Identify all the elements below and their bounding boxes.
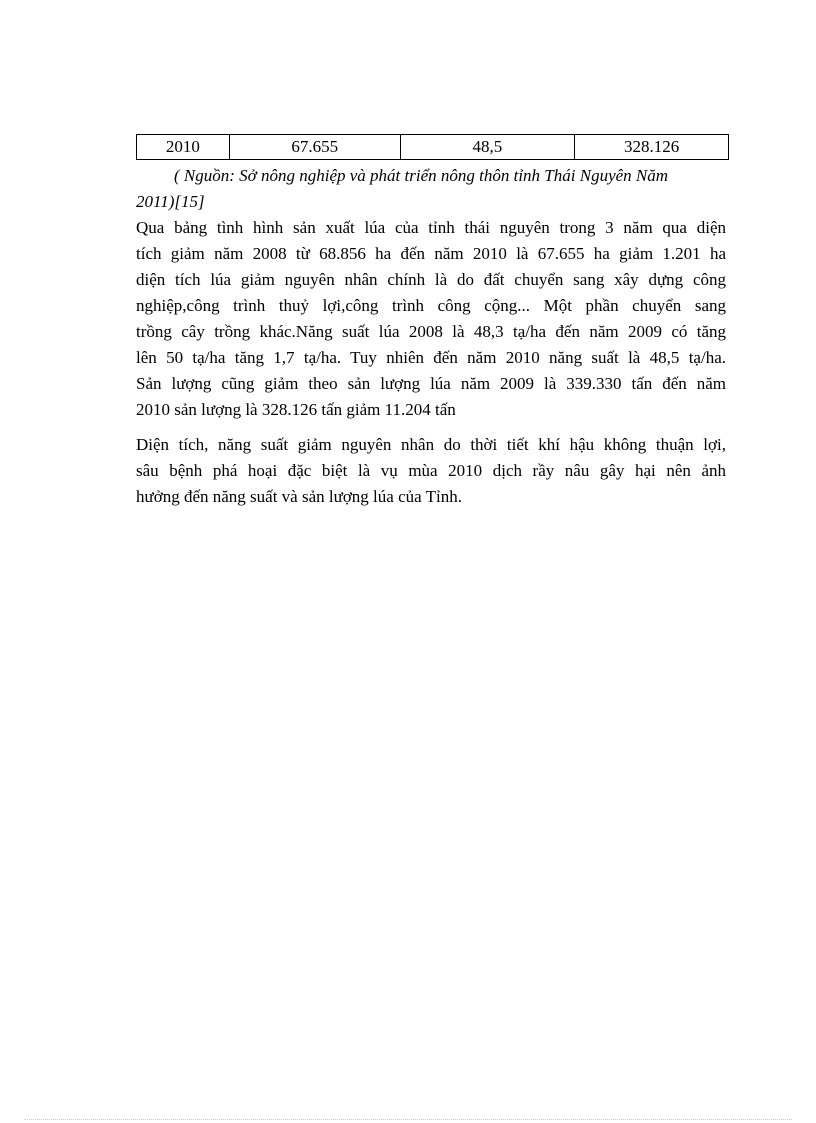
paragraph-line: tích giảm năm 2008 từ 68.856 ha đến năm 2010 là 67.655 ha giảm 1.201 ha bbox=[136, 244, 726, 263]
paragraph-line: Qua bảng tình hình sản xuất lúa của tỉnh thái nguyên trong 3 năm qua diện bbox=[136, 218, 726, 237]
cell-year: 2010 bbox=[137, 135, 230, 160]
cell-area: 67.655 bbox=[229, 135, 400, 160]
source-line-2: 2011)[15] bbox=[136, 192, 205, 211]
paragraph-line: sâu bệnh phá hoại đặc biệt là vụ mùa 2010 dịch rầy nâu gây hại nên ảnh bbox=[136, 461, 726, 480]
paragraph-line: diện tích lúa giảm nguyên nhân chính là do đất chuyển sang xây dựng công bbox=[136, 270, 726, 289]
analysis-paragraph bbox=[136, 215, 726, 423]
table-source-note bbox=[136, 163, 736, 215]
paragraph-line: 2010 sản lượng là 328.126 tấn giảm 11.204 tấn bbox=[136, 400, 456, 419]
paragraph-line: lên 50 tạ/ha tăng 1,7 tạ/ha. Tuy nhiên đến năm 2010 năng suất là 48,5 tạ/ha. bbox=[136, 348, 726, 367]
paragraph-line: nghiệp,công trình thuỷ lợi,công trình công cộng... Một phần chuyển sang bbox=[136, 296, 726, 315]
cell-output: 328.126 bbox=[575, 135, 729, 160]
cause-paragraph bbox=[136, 432, 726, 510]
rice-production-table bbox=[136, 134, 729, 160]
paragraph-line: Sản lượng cũng giảm theo sản lượng lúa năm 2009 là 339.330 tấn đến năm bbox=[136, 374, 726, 393]
table-row bbox=[137, 135, 729, 160]
cell-yield: 48,5 bbox=[400, 135, 575, 160]
source-line-1: ( Nguồn: Sở nông nghiệp và phát triển nông thôn tỉnh Thái Nguyên Năm bbox=[174, 166, 669, 185]
paragraph-line: trồng cây trồng khác.Năng suất lúa 2008 là 48,3 tạ/ha đến năm 2009 có tăng bbox=[136, 322, 726, 341]
page-bottom-divider bbox=[24, 1119, 792, 1120]
paragraph-line: Diện tích, năng suất giảm nguyên nhân do thời tiết khí hậu không thuận lợi, bbox=[136, 435, 726, 454]
paragraph-line: hưởng đến năng suất và sản lượng lúa của Tỉnh. bbox=[136, 487, 462, 506]
